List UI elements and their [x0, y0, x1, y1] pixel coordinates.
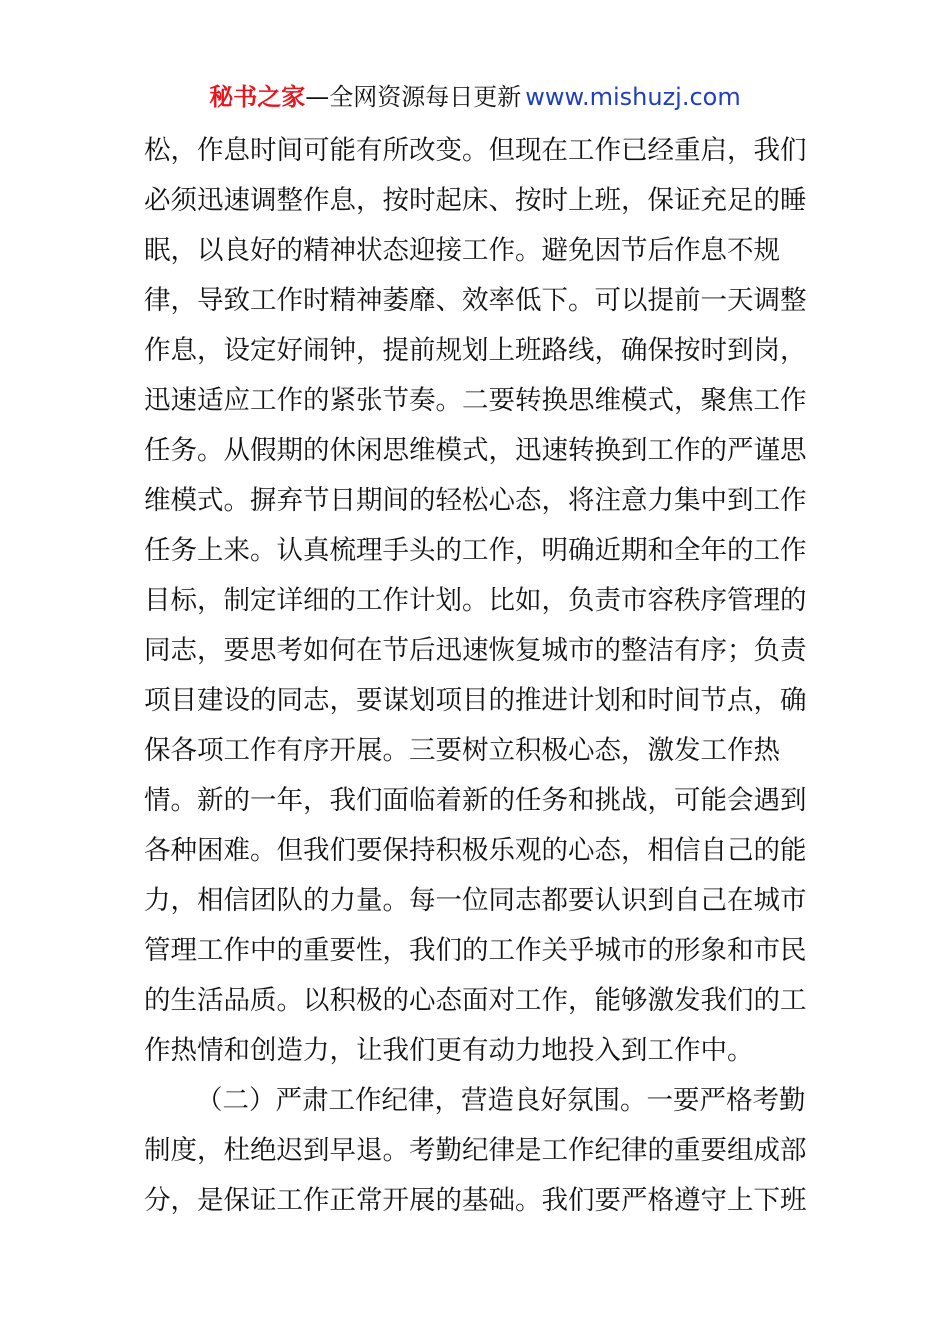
text-line: 保各项工作有序开展。三要树立积极心态，激发工作热	[144, 735, 780, 766]
text-line: 各种困难。但我们要保持积极乐观的心态，相信自己的能	[144, 835, 807, 866]
text-line: 情。新的一年，我们面临着新的任务和挑战，可能会遇到	[144, 785, 807, 816]
text-line: 任务上来。认真梳理手头的工作，明确近期和全年的工作	[144, 535, 807, 566]
site-url: www.mishuzj.com	[525, 83, 741, 111]
text-line: 的生活品质。以积极的心态面对工作，能够激发我们的工	[144, 985, 807, 1016]
text-line: 必须迅速调整作息，按时起床、按时上班，保证充足的睡	[144, 185, 807, 216]
brand-name: 秘书之家	[209, 83, 306, 111]
section-heading-line: （二）严肃工作纪律，营造良好氛围。一要严格考勤	[196, 1085, 806, 1116]
text-line: 同志，要思考如何在节后迅速恢复城市的整洁有序；负责	[144, 635, 807, 666]
header-tagline: —全网资源每日更新	[305, 83, 522, 111]
text-line: 分，是保证工作正常开展的基础。我们要严格遵守上下班	[144, 1185, 807, 1216]
text-line: 维模式。摒弃节日期间的轻松心态，将注意力集中到工作	[144, 485, 807, 516]
site-header	[0, 80, 950, 114]
text-line: 律，导致工作时精神萎靡、效率低下。可以提前一天调整	[144, 285, 807, 316]
text-line: 目标，制定详细的工作计划。比如，负责市容秩序管理的	[144, 585, 807, 616]
document-body	[144, 126, 814, 1226]
text-line: 管理工作中的重要性，我们的工作关乎城市的形象和市民	[144, 935, 807, 966]
text-line: 力，相信团队的力量。每一位同志都要认识到自己在城市	[144, 885, 807, 916]
text-line: 作热情和创造力，让我们更有动力地投入到工作中。	[144, 1035, 754, 1066]
text-line: 松，作息时间可能有所改变。但现在工作已经重启，我们	[144, 135, 807, 166]
text-line: 制度，杜绝迟到早退。考勤纪律是工作纪律的重要组成部	[144, 1135, 807, 1166]
text-line: 任务。从假期的休闲思维模式，迅速转换到工作的严谨思	[144, 435, 807, 466]
text-line: 作息，设定好闹钟，提前规划上班路线，确保按时到岗，	[144, 335, 807, 366]
text-line: 眠，以良好的精神状态迎接工作。避免因节后作息不规	[144, 235, 780, 266]
text-line: 项目建设的同志，要谋划项目的推进计划和时间节点，确	[144, 685, 807, 716]
text-line: 迅速适应工作的紧张节奏。二要转换思维模式，聚焦工作	[144, 385, 807, 416]
